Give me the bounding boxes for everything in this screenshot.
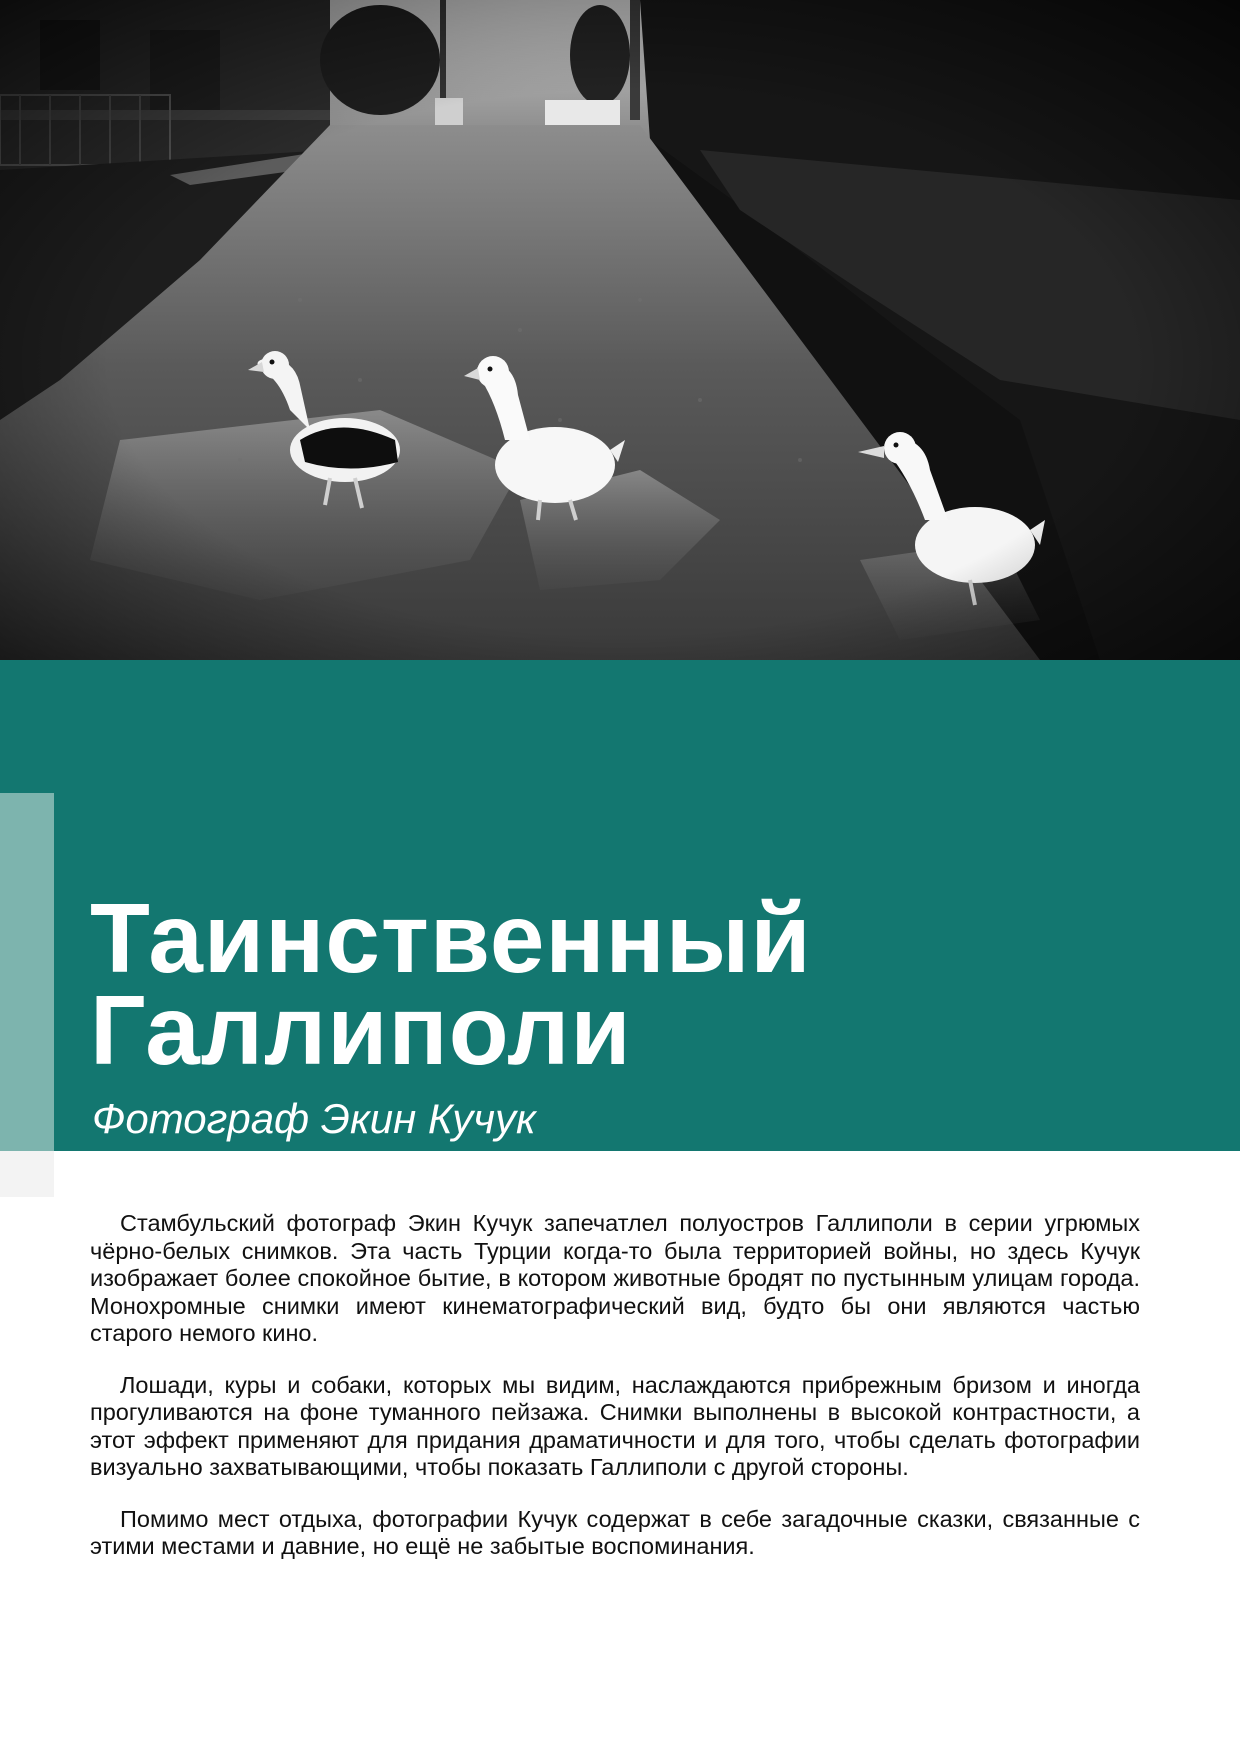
article-paragraph: Стамбульский фотограф Экин Кучук запечатлел полуостров Галлиполи в серии угрюмых чёрно-белых снимков. Эта часть Турции когда-то была территорией войны, но здесь Кучук изображает более спокойное бытие, в котором животные бродят по пустынным улицам города. Монохромные снимки имеют кинематографический вид, будто бы они являются частью старого немого кино. bbox=[90, 1210, 1140, 1346]
article-paragraph: Лошади, куры и собаки, которых мы видим, наслаждаются прибрежным бризом и иногда прогуливаются на фоне туманного пейзажа. Снимки выполнены в высокой контрастности, а этот эффект применяют для придания драматичности и для того, чтобы сделать фотографии визуально захватывающими, чтобы показать Галлиполи с другой стороны. bbox=[90, 1371, 1140, 1480]
subtitle-photographer: Фотограф Экин Кучук bbox=[92, 1095, 536, 1142]
page-title-line-2: Галлиполи bbox=[90, 975, 632, 1085]
article-body bbox=[90, 1210, 1140, 1561]
hero-photo bbox=[0, 0, 1240, 660]
accent-bar bbox=[0, 793, 54, 1151]
page-title bbox=[90, 883, 1190, 1085]
accent-bar-tail bbox=[0, 1151, 54, 1197]
page-title-line-1: Таинственный bbox=[90, 883, 812, 993]
article-paragraph: Помимо мест отдыха, фотографии Кучук содержат в себе загадочные сказки, связанные с этими местами и давние, но ещё не забытые воспоминания. bbox=[90, 1505, 1140, 1559]
